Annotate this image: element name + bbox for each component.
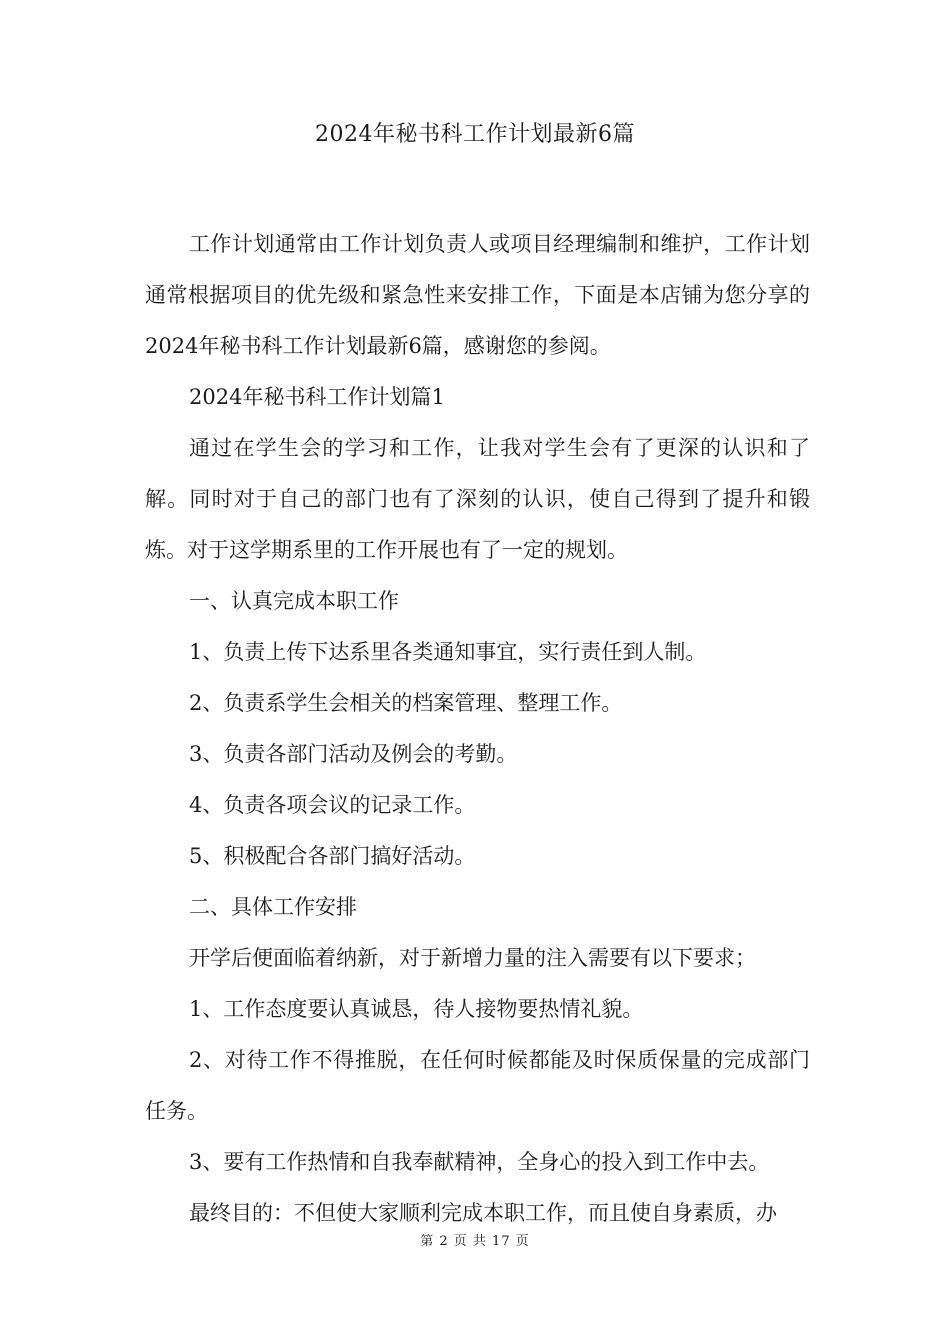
list-item: 1、负责上传下达系里各类通知事宜，实行责任到人制。 xyxy=(189,640,707,664)
paragraph: 最终目的：不但使大家顺利完成本职工作，而且使自身素质，办 xyxy=(189,1201,777,1225)
page-number-footer: 第 2 页 共 17 页 xyxy=(420,1234,530,1249)
section-heading: 2024年秘书科工作计划篇1 xyxy=(189,385,445,409)
list-item: 2、负责系学生会相关的档案管理、整理工作。 xyxy=(189,691,623,715)
paragraph: 开学后便面临着纳新，对于新增力量的注入需要有以下要求； xyxy=(189,946,756,970)
list-item: 4、负责各项会议的记录工作。 xyxy=(189,793,476,817)
paragraph-intro: 工作计划通常由工作计划负责人或项目经理编制和维护，工作计划通常根据项目的优先级和紧急性来安排工作，下面是本店铺为您分享的2024年秘书科工作计划最新6篇，感谢您的参阅。 xyxy=(145,232,810,358)
document-body xyxy=(145,219,810,1239)
list-item: 2、对待工作不得推脱，在任何时候都能及时保质保量的完成部门任务。 xyxy=(145,1048,810,1123)
list-item: 3、负责各部门活动及例会的考勤。 xyxy=(189,742,518,766)
paragraph: 通过在学生会的学习和工作，让我对学生会有了更深的认识和了解。同时对于自己的部门也有了深刻的认识，使自己得到了提升和锻炼。对于这学期系里的工作开展也有了一定的规划。 xyxy=(145,436,810,562)
subsection-heading: 二、具体工作安排 xyxy=(189,895,357,919)
list-item: 1、工作态度要认真诚恳，待人接物要热情礼貌。 xyxy=(189,997,644,1021)
document-title: 2024年秘书科工作计划最新6篇 xyxy=(315,122,635,147)
list-item: 3、要有工作热情和自我奉献精神，全身心的投入到工作中去。 xyxy=(189,1150,770,1174)
list-item: 5、积极配合各部门搞好活动。 xyxy=(189,844,476,868)
subsection-heading: 一、认真完成本职工作 xyxy=(189,589,399,613)
